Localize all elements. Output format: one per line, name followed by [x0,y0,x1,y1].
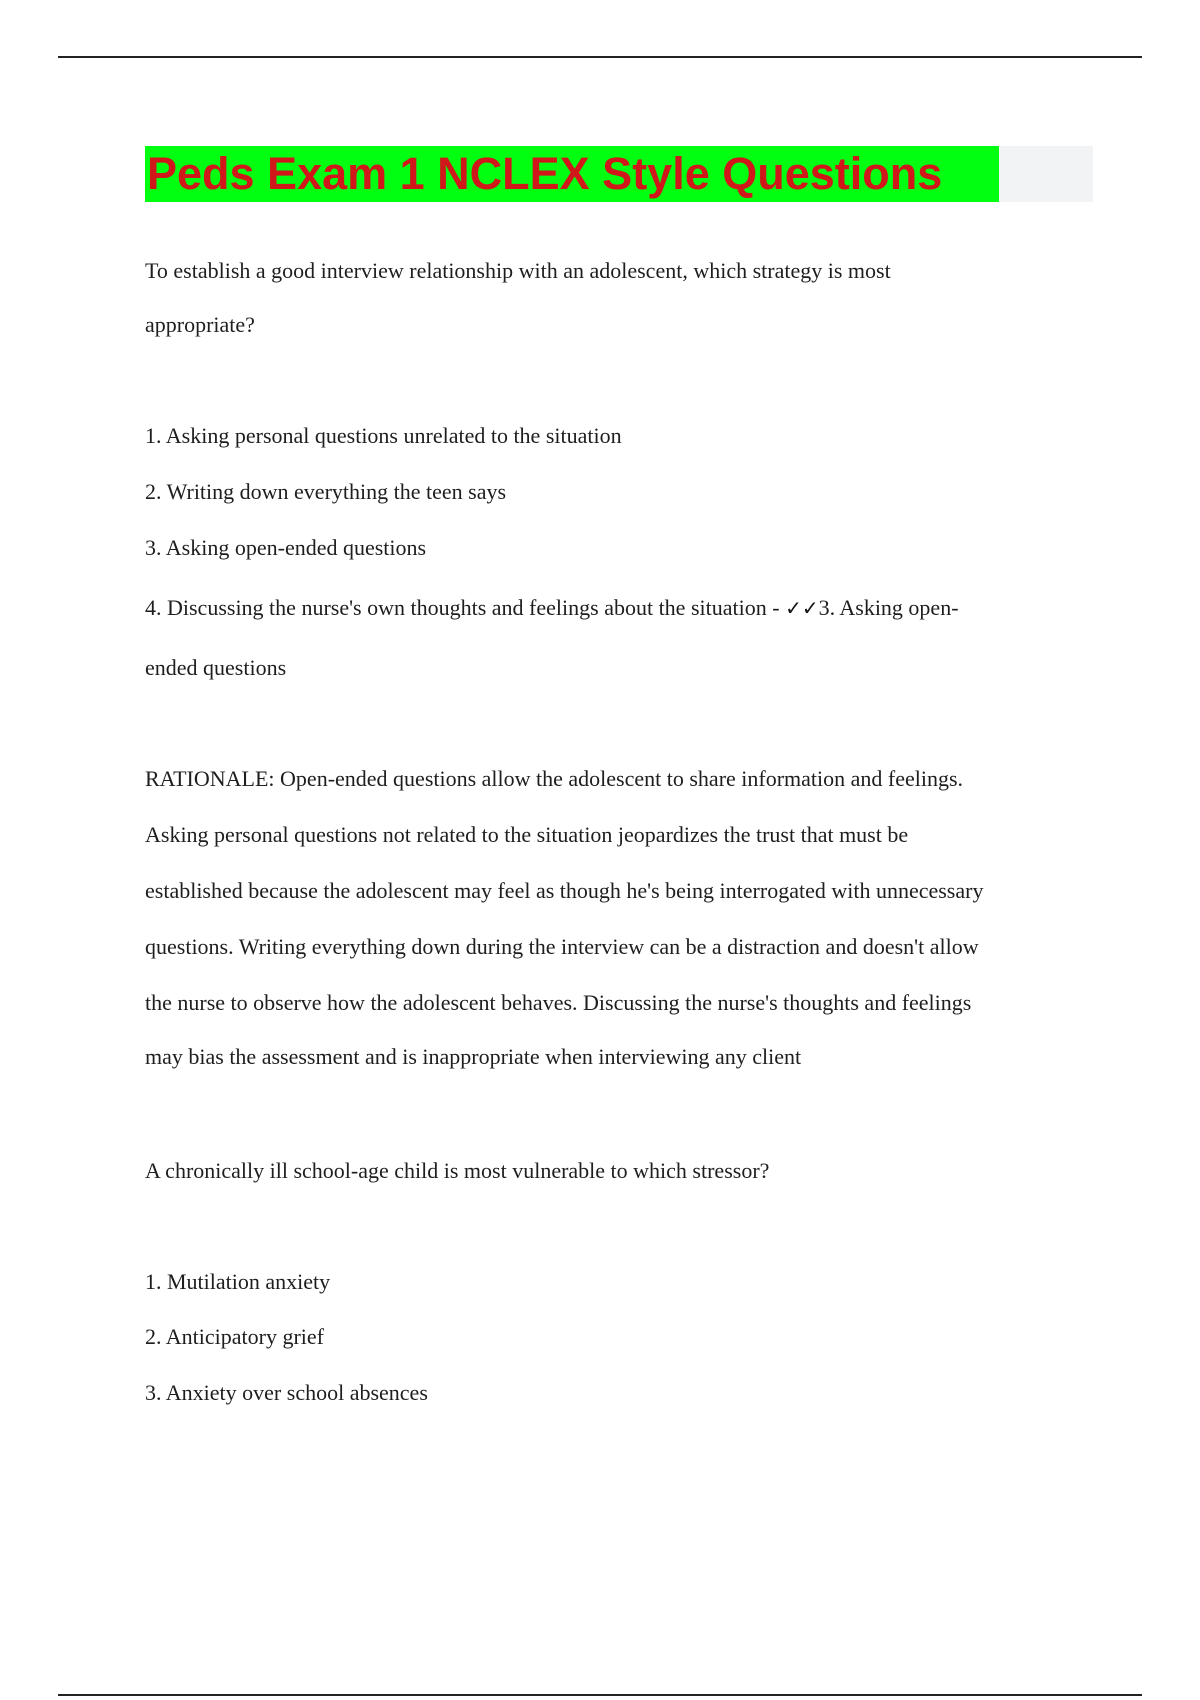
question1-answer: 3. Asking open- [818,595,959,620]
question2-option-3: 3. Anxiety over school absences [145,1380,428,1405]
question1-option-4-with-answer [145,594,959,622]
question2-stem: A chronically ill school-age child is most vulnerable to which stressor? [145,1158,770,1183]
question2-option-2: 2. Anticipatory grief [145,1324,325,1349]
rationale-line: may bias the assessment and is inappropriate when interviewing any client [145,1044,802,1069]
rationale-line: Asking personal questions not related to the situation jeopardizes the trust that must be [145,822,909,847]
question1-stem-line: appropriate? [145,312,255,337]
title-banner [145,146,1093,202]
question1-option-3: 3. Asking open-ended questions [145,535,427,560]
bottom-rule [58,1694,1142,1696]
question1-answer-continued: ended questions [145,655,287,680]
top-rule [58,56,1142,58]
question1-stem-line: To establish a good interview relationship with an adolescent, which strategy is most [145,258,891,283]
rationale-line: RATIONALE: Open-ended questions allow the adolescent to share information and feelings. [145,766,964,791]
question1-option-2: 2. Writing down everything the teen says [145,479,507,504]
question1-option-1: 1. Asking personal questions unrelated to the situation [145,423,622,448]
checkmark-icon: ✓✓ [785,596,819,620]
question1-option-4: 4. Discussing the nurse's own thoughts and feelings about the situation - [145,595,786,620]
document-title: Peds Exam 1 NCLEX Style Questions [145,146,999,202]
rationale-line: the nurse to observe how the adolescent behaves. Discussing the nurse's thoughts and feelings [145,990,972,1015]
rationale-line: questions. Writing everything down during the interview can be a distraction and doesn't allow [145,934,979,959]
question2-option-1: 1. Mutilation anxiety [145,1269,331,1294]
rationale-line: established because the adolescent may feel as though he's being interrogated with unnecessary [145,878,984,903]
